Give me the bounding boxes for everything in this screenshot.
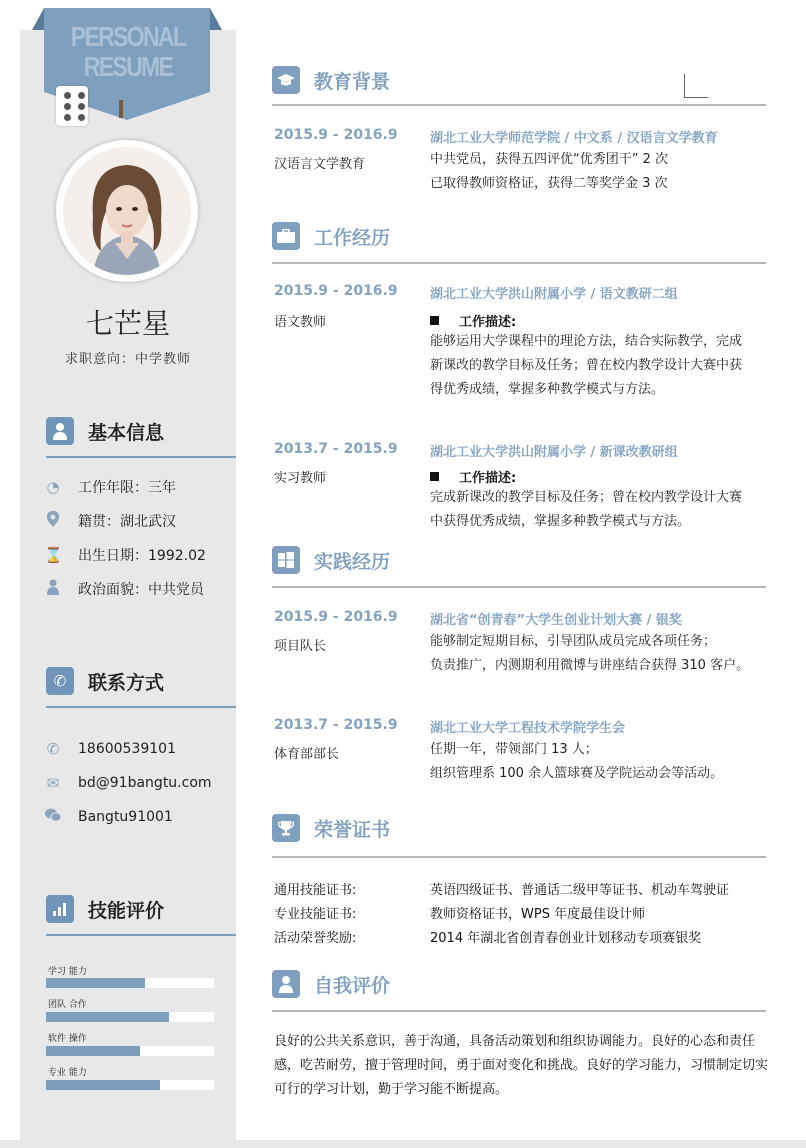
skill-bar-fill <box>46 978 145 988</box>
skill-bar <box>46 1046 214 1056</box>
contact-heading <box>46 666 164 696</box>
work-date: 2015.9 - 2016.9 <box>274 283 398 299</box>
info-political <box>44 579 204 599</box>
clock-icon: ◔ <box>46 478 60 496</box>
grid-dot <box>64 103 71 110</box>
person-icon <box>44 579 62 599</box>
portrait-illustration <box>63 147 191 275</box>
self-eval-title: 自我评价 <box>314 974 391 997</box>
cert-label: 专业技能证书: <box>274 907 357 922</box>
skill-bar-fill <box>46 1046 140 1056</box>
corner-mark <box>684 74 708 98</box>
self-eval-text: 良好的公共关系意识，善于沟通，具备活动策划和组织协调能力。良好的心态和责任感，吃苦耐劳，擅于管理时间，勇于面对变化和挑战。良好的学习能力，习惯制定切实可行的学习计划，勤于学习能不断提高。 <box>274 1034 769 1097</box>
skill-label: 软件 操作 <box>48 1034 87 1044</box>
desc-line: 完成新课改的教学目标及任务；曾在校内教学设计大赛 <box>430 490 743 505</box>
contact-wechat-text: Bangtu91001 <box>78 809 173 825</box>
info-birthdate-text: 出生日期：1992.02 <box>78 548 206 564</box>
basic-info-divider <box>46 456 236 458</box>
contact-divider <box>46 706 236 708</box>
bottom-scroll-edge <box>0 1140 806 1148</box>
info-work-years-text: 工作年限：三年 <box>78 480 176 496</box>
cert-value: 教师资格证书，WPS 年度最佳设计师 <box>430 907 646 922</box>
grid-dot <box>78 92 85 99</box>
honors-title: 荣誉证书 <box>314 818 391 841</box>
skills-divider <box>46 934 236 936</box>
work-divider <box>272 262 766 264</box>
resume-title-line1: PERSONAL <box>70 21 186 52</box>
graduation-cap-icon <box>272 66 300 94</box>
honors-heading <box>272 814 390 842</box>
practice-desc <box>430 738 780 786</box>
education-heading <box>272 66 390 94</box>
practice-title: 实践经历 <box>314 550 391 573</box>
skill-label: 团队 合作 <box>48 1000 87 1010</box>
work-org: 湖北工业大学洪山附属小学 / 新课改教研组 <box>430 445 678 460</box>
work-desc-label-text: 工作描述: <box>459 471 517 486</box>
contact-phone[interactable] <box>44 739 176 759</box>
practice-desc <box>430 630 780 678</box>
avatar-frame <box>56 140 198 282</box>
basic-info-heading <box>46 416 164 446</box>
cert-label: 活动荣誉奖励: <box>274 931 357 946</box>
self-eval-heading <box>272 970 390 998</box>
practice-role: 项目队长 <box>274 639 327 654</box>
desc-line: 负责推广，内测期利用微博与讲座结合获得 310 客户。 <box>430 658 750 673</box>
basic-info-title: 基本信息 <box>88 421 165 444</box>
grid-menu-button[interactable] <box>56 86 88 126</box>
practice-date: 2013.7 - 2015.9 <box>274 717 398 733</box>
skill-bar-fill <box>46 1012 169 1022</box>
resume-title-line2: RESUME <box>83 51 173 82</box>
education-title: 教育背景 <box>314 70 391 93</box>
desc-line: 能够运用大学课程中的理论方法，结合实际教学，完成 <box>430 334 743 349</box>
user-icon <box>272 970 300 998</box>
info-birthdate <box>44 545 206 565</box>
work-role: 语文教师 <box>274 315 327 330</box>
contact-email[interactable] <box>44 773 212 793</box>
practice-divider <box>272 586 766 588</box>
desc-line: 任期一年，带领部门 13 人； <box>430 742 598 757</box>
desc-line: 中共党员，获得五四评优“优秀团干” 2 次 <box>430 152 669 167</box>
grid-dot <box>64 114 71 121</box>
phone-icon: ✆ <box>46 740 60 758</box>
skills-heading <box>46 894 164 924</box>
skill-label: 专业 能力 <box>48 1068 87 1078</box>
grid-dot <box>78 114 85 121</box>
cert-label: 通用技能证书: <box>274 883 357 898</box>
contact-wechat[interactable] <box>44 807 173 827</box>
info-hometown-text: 籍贯：湖北武汉 <box>78 514 176 530</box>
resume-title <box>64 22 192 82</box>
work-heading <box>272 222 390 250</box>
candidate-name: 七芒星 <box>85 307 170 340</box>
job-intent: 求职意向：中学教师 <box>64 352 191 367</box>
education-divider <box>272 104 766 106</box>
skill-bar-fill <box>46 1080 160 1090</box>
work-title: 工作经历 <box>314 226 391 249</box>
honors-divider <box>272 856 766 858</box>
skills-title: 技能评价 <box>88 899 165 922</box>
work-role: 实习教师 <box>274 471 327 486</box>
practice-heading <box>272 546 390 574</box>
desc-line: 新课改的教学目标及任务；曾在校内教学设计大赛中获 <box>430 358 743 373</box>
info-political-text: 政治面貌：中共党员 <box>78 582 204 598</box>
skill-bar <box>46 1080 214 1090</box>
education-date: 2015.9 - 2016.9 <box>274 127 398 143</box>
desc-line: 已取得教师资格证，获得二等奖学金 3 次 <box>430 176 668 191</box>
practice-date: 2015.9 - 2016.9 <box>274 609 398 625</box>
desc-line: 能够制定短期目标，引导团队成员完成各项任务； <box>430 634 717 649</box>
grid-dot <box>78 103 85 110</box>
contact-email-text: bd@91bangtu.com <box>78 775 212 791</box>
education-major: 汉语言文学教育 <box>274 157 366 172</box>
info-work-years <box>44 477 176 497</box>
grid-dot <box>64 92 71 99</box>
briefcase-icon <box>272 222 300 250</box>
self-eval-divider <box>272 1010 766 1012</box>
wechat-icon <box>44 808 62 826</box>
desc-line: 中获得优秀成绩，掌握多种教学模式与方法。 <box>430 514 691 529</box>
user-icon <box>46 417 74 445</box>
work-desc-label <box>430 467 516 486</box>
phone-box-icon: ✆ <box>46 667 74 695</box>
mail-icon: ✉ <box>46 774 60 792</box>
bullet-square <box>430 316 439 325</box>
ribbon-pin <box>119 100 123 118</box>
work-desc-label <box>430 311 516 330</box>
bullet-square <box>430 472 439 481</box>
education-desc <box>430 148 780 196</box>
avatar <box>63 147 191 275</box>
work-desc <box>430 486 780 534</box>
cert-value: 2014 年湖北省创青春创业计划移动专项赛银奖 <box>430 931 702 946</box>
windows-icon <box>272 546 300 574</box>
trophy-icon <box>272 814 300 842</box>
skill-bar <box>46 978 214 988</box>
contact-title: 联系方式 <box>88 671 165 694</box>
desc-line: 组织管理系 100 余人篮球赛及学院运动会等活动。 <box>430 766 724 781</box>
cert-value: 英语四级证书、普通话二级甲等证书、机动车驾驶证 <box>430 883 730 898</box>
info-hometown <box>44 511 176 531</box>
skill-label: 学习 能力 <box>48 967 87 977</box>
work-date: 2013.7 - 2015.9 <box>274 441 398 457</box>
location-icon <box>44 511 62 531</box>
practice-org: 湖北省“创青春”大学生创业计划大赛 / 银奖 <box>430 613 682 628</box>
education-org: 湖北工业大学师范学院 / 中文系 / 汉语言文学教育 <box>430 131 718 146</box>
contact-phone-text: 18600539101 <box>78 741 176 757</box>
hourglass-icon: ⌛ <box>44 546 63 564</box>
skill-bar <box>46 1012 214 1022</box>
practice-org: 湖北工业大学工程技术学院学生会 <box>430 721 626 736</box>
work-desc <box>430 330 780 402</box>
desc-line: 得优秀成绩，掌握多种教学模式与方法。 <box>430 382 665 397</box>
work-desc-label-text: 工作描述: <box>459 315 517 330</box>
work-org: 湖北工业大学洪山附属小学 / 语文教研二组 <box>430 287 678 302</box>
bar-chart-icon <box>46 895 74 923</box>
practice-role: 体育部部长 <box>274 747 340 762</box>
